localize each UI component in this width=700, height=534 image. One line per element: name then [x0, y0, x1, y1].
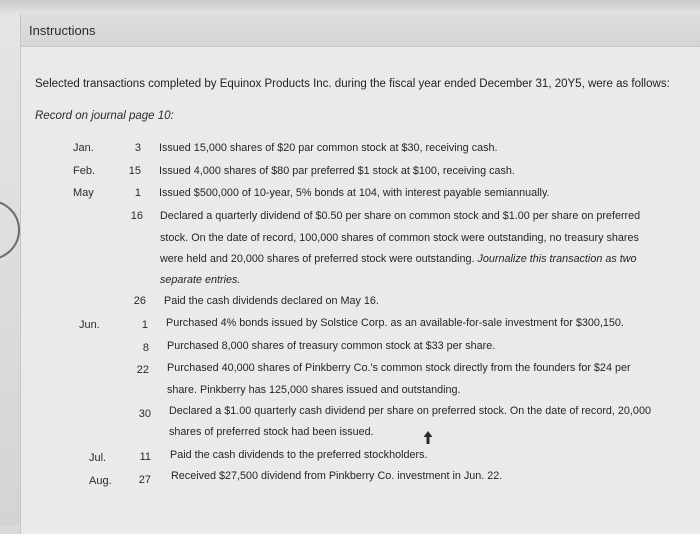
day-label: 15: [128, 165, 141, 177]
intro-text: Selected transactions completed by Equinox Products Inc. during the fiscal year ended December 31, 20Y5, were as follows:: [35, 78, 670, 90]
transaction-text: stock. On the date of record, 100,000 shares of common stock were outstanding, no treasury shares: [160, 232, 639, 244]
transaction-emphasis: separate entries.: [160, 274, 241, 286]
month-jun: Jun.: [79, 319, 100, 331]
day-label: 1: [134, 187, 141, 199]
month-aug: Aug.: [89, 475, 112, 487]
record-note: Record on journal page 10:: [35, 110, 174, 122]
left-circle-control[interactable]: [0, 200, 20, 260]
day-label: 22: [136, 364, 149, 376]
day-label: 8: [142, 342, 149, 354]
transaction-text: Issued 15,000 shares of $20 par common stock at $30, receiving cash.: [159, 142, 498, 154]
day-label: 1: [141, 319, 148, 331]
top-edge: [0, 0, 700, 14]
transaction-text-part: were held and 20,000 shares of preferred stock were outstanding.: [160, 253, 475, 265]
transaction-text: [160, 253, 637, 265]
day-label: 3: [134, 142, 141, 154]
month-may: May: [73, 187, 94, 199]
transaction-text: Declared a $1.00 quarterly cash dividend per share on preferred stock. On the date of record, 20,000: [169, 405, 651, 417]
panel-header: [21, 14, 700, 47]
day-label: 11: [139, 451, 151, 463]
transaction-text: share. Pinkberry has 125,000 shares issued and outstanding.: [167, 384, 461, 396]
transaction-text: Purchased 8,000 shares of treasury common stock at $33 per share.: [167, 340, 496, 352]
instructions-panel: [20, 14, 700, 534]
transaction-text: Purchased 4% bonds issued by Solstice Corp. as an available-for-sale investment for $300,150.: [166, 317, 624, 329]
transaction-emphasis: Journalize this transaction as two: [477, 253, 637, 265]
transaction-text: Declared a quarterly dividend of $0.50 per share on common stock and $1.00 per share on preferred: [160, 210, 641, 222]
mouse-pointer-icon: [423, 431, 433, 445]
transaction-text: Issued $500,000 of 10-year, 5% bonds at 104, with interest payable semiannually.: [159, 187, 550, 199]
transaction-text: Received $27,500 dividend from Pinkberry Co. investment in Jun. 22.: [171, 470, 503, 482]
month-feb: Feb.: [73, 165, 96, 177]
transaction-text: Purchased 40,000 shares of Pinkberry Co.'s common stock directly from the founders for $24 per: [167, 362, 631, 374]
day-label: 30: [138, 408, 151, 420]
month-jan: Jan.: [73, 142, 94, 154]
day-label: 16: [130, 210, 143, 222]
transaction-text: Paid the cash dividends to the preferred stockholders.: [170, 449, 428, 461]
transaction-text: Issued 4,000 shares of $80 par preferred $1 stock at $100, receiving cash.: [159, 165, 515, 177]
transaction-text: Paid the cash dividends declared on May 16.: [164, 295, 379, 307]
panel-title: Instructions: [29, 23, 96, 38]
day-label: 27: [138, 474, 151, 486]
transaction-text: shares of preferred stock had been issued.: [169, 426, 374, 438]
month-jul: Jul.: [89, 452, 107, 464]
day-label: 26: [133, 295, 146, 307]
